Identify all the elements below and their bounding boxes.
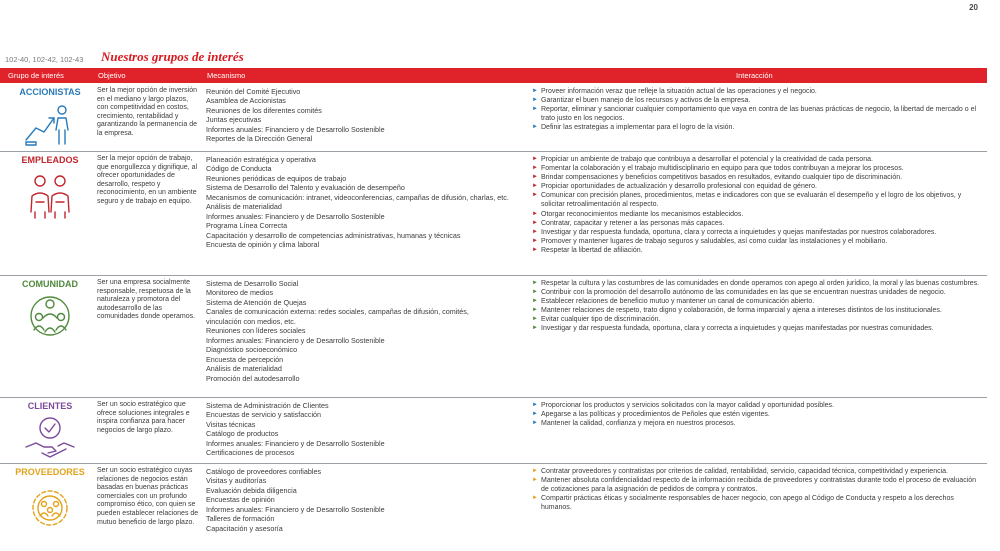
group-name: ACCIONISTAS [19,87,81,97]
arrow-bullet-icon: ► [532,192,538,199]
mechanism-item: Mecanismos de comunicación: intranet, videoconferencias, campañas de difusión, charlas, etc. [206,192,509,202]
mechanism-item: Encuesta de opinión y clima laboral [206,240,320,250]
interaction-item: ► Contratar proveedores y contratistas por criterios de calidad, rentabilidad, servicio, capacidad técnica, competitividad y experiencia. [532,468,948,475]
mechanism-item: Análisis de materialidad [206,202,282,212]
mechanism-item: Capacitación y desarrollo de competencias administrativas, humanas y técnicas [206,230,461,240]
mechanism-item: Reuniones con líderes sociales [206,326,306,336]
arrow-bullet-icon: ► [532,280,538,286]
arrow-bullet-icon: ► [532,495,538,502]
mechanism-item: Informes anuales: Financiero y de Desarrollo Sostenible [206,335,385,345]
mechanism-item: Sistema de Desarrollo del Talento y evaluación de desempeño [206,183,405,193]
interaction-item: ► Mantener relaciones de respeto, trato digno y colaboración, de forma imparcial y ajena a intereses distintos de los institucionales. [532,307,942,315]
mechanism-item: Programa Línea Correcta [206,221,288,231]
section-title: Nuestros grupos de interés [101,49,244,64]
mechanism-item: Análisis de materialidad [206,364,282,374]
interaction-item: ► Garantizar el buen manejo de los recursos y activos de la empresa. [532,97,751,105]
mechanism-item: Diagnóstico socioeconómico [206,345,298,355]
group-name: PROVEEDORES [15,467,85,477]
interaction-list [532,401,982,428]
mechanism-item: Informes anuales: Financiero y de Desarrollo Sostenible [206,211,385,221]
objective-text: Ser un socio estratégico que ofrece soluciones integrales e inspira confianza para hacer negocios de largo plazo. [97,401,190,434]
group-row-empleados [0,152,987,276]
arrow-bullet-icon: ► [532,237,538,244]
mechanism-item: Reuniones de los diferentes comités [206,105,322,115]
interaction-item: ► Mantener absoluta confidencialidad respecto de la información recibida de proveedores y contratistas durante todo el proceso de evaluación de cotizaciones para la asignación de pedidos de compra y contratos. [532,477,977,494]
arrow-bullet-icon: ► [532,402,538,408]
arrow-bullet-icon: ► [532,289,538,296]
interaction-item: ► Compartir prácticas éticas y socialmente responsables de hacer negocio, con apego al Código de Conducta y respeto a los derechos humanos. [532,495,954,512]
arrow-bullet-icon: ► [532,183,538,190]
mechanism-item: Sistema de Atención de Quejas [206,297,307,307]
interaction-item: ► Investigar y dar respuesta fundada, oportuna, clara y correcta a inquietudes y quejas manifestadas por nuestros colaboradores. [532,228,937,236]
interaction-item: ► Apegarse a las políticas y procedimientos de Peñoles que estén vigentes. [532,411,770,419]
employees-icon [22,172,78,220]
objective-text: Ser una empresa socialmente responsable, respetuosa de la naturaleza y promotora del autodesarrollo de las comunidades donde operamos. [97,279,196,321]
arrow-bullet-icon: ► [532,106,538,113]
shareholder-growth-icon [22,100,78,148]
arrow-bullet-icon: ► [532,468,538,474]
mechanism-item: Código de Conducta [206,164,272,174]
interaction-item: ► Comunicar con precisión planes, procedimientos, metas e indicadores con que se evaluarán el desempeño y el logro de los objetivos, y solicitar retroalimentación al respecto. [532,192,962,209]
interaction-item: ► Evitar cualquier tipo de discriminación. [532,316,661,324]
interaction-item: ► Otorgar reconocimientos mediante los mecanismos establecidos. [532,210,744,218]
objective-text: Ser un socio estratégico cuyas relaciones de negocios están basadas en buenas prácticas comerciales con un profundo compromiso ético, con quien se pueden establecer relaciones de mutuo beneficio de largo plazo. [97,467,199,526]
header-group: Grupo de interés [8,71,64,80]
mechanism-item: Visitas técnicas [206,419,256,429]
mechanism-item: Encuestas de servicio y satisfacción [206,410,322,420]
interaction-item: ► Investigar y dar respuesta fundada, oportuna, clara y correcta a inquietudes y quejas manifestadas por nuestras comunidades. [532,325,934,333]
arrow-bullet-icon: ► [532,88,538,94]
arrow-bullet-icon: ► [532,165,538,172]
mechanism-item: Visitas y auditorías [206,476,267,486]
mechanism-list [206,87,530,144]
arrow-bullet-icon: ► [532,420,538,427]
group-name: CLIENTES [27,401,73,411]
mechanism-item: Informes anuales: Financiero y de Desarrollo Sostenible [206,438,385,448]
mechanism-item: Informes anuales: Financiero y de Desarrollo Sostenible [206,504,385,514]
community-icon [22,292,78,340]
mechanism-item: Reunión del Comité Ejecutivo [206,87,301,96]
mechanism-item: Juntas ejecutivas [206,115,262,125]
mechanism-item: Encuesta de percepción [206,354,284,364]
interaction-item: ► Promover y mantener lugares de trabajo seguros y saludables, así como cuidar las instalaciones y el mobiliario. [532,237,888,245]
arrow-bullet-icon: ► [532,477,538,484]
page-number: 20 [969,3,978,12]
mechanism-item: Evaluación debida diligencia [206,485,297,495]
gri-reference-codes: 102-40, 102-42, 102-43 [5,55,84,64]
mechanism-item: Catálogo de productos [206,429,279,439]
arrow-bullet-icon: ► [532,97,538,104]
mechanism-item: Informes anuales: Financiero y de Desarrollo Sostenible [206,124,385,134]
clients-handshake-icon [22,413,78,461]
arrow-bullet-icon: ► [532,156,538,162]
arrow-bullet-icon: ► [532,174,538,181]
arrow-bullet-icon: ► [532,246,538,253]
interaction-item: ► Propiciar un ambiente de trabajo que contribuya a desarrollar el potencial y la creatividad de cada persona. [532,156,873,163]
mechanism-list [206,279,530,383]
group-row-proveedores [0,464,987,551]
mechanism-list [206,401,530,458]
group-row-accionistas [0,84,987,152]
interaction-item: ► Proporcionar los productos y servicios solicitados con la mayor calidad y oportunidad posibles. [532,402,834,409]
header-mechanism: Mecanismo [207,71,246,80]
mechanism-item: Sistema de Administración de Clientes [206,401,329,410]
mechanism-item: vinculación con medios, etc. [206,316,296,326]
mechanism-item: Encuestas de opinión [206,495,275,505]
mechanism-item: Capacitación y asesoría [206,523,283,533]
mechanism-item: Catálogo de proveedores confiables [206,467,322,476]
interaction-item: ► Respetar la cultura y las costumbres de las comunidades en donde operamos con apego al orden jurídico, la moral y las buenas costumbres. [532,280,980,287]
group-row-comunidad [0,276,987,398]
interaction-item: ► Contratar, capacitar y retener a las personas más capaces. [532,219,725,227]
mechanism-item: Monitoreo de medios [206,288,274,298]
group-name: COMUNIDAD [22,279,78,289]
interaction-list [532,87,982,132]
mechanism-item: Planeación estratégica y operativa [206,155,316,164]
group-name: EMPLEADOS [21,155,79,165]
mechanism-item: Sistema de Desarrollo Social [206,279,299,288]
mechanism-item: Reuniones periódicas de equipos de trabajo [206,173,347,183]
interaction-item: ► Propiciar oportunidades de actualización y desarrollo profesional con equidad de género. [532,183,817,191]
arrow-bullet-icon: ► [532,411,538,418]
interaction-item: ► Brindar compensaciones y beneficios competitivos basados en resultados, evitando cualquier tipo de discriminación. [532,174,903,182]
objective-text: Ser la mejor opción de inversión en el mediano y largo plazos, con competitividad en costos, crecimiento, rentabilidad y garantizando la permanencia de la empresa. [97,87,198,138]
interaction-item: ► Definir las estrategias a implementar para el logro de la visión. [532,124,735,132]
interaction-list [532,467,982,512]
arrow-bullet-icon: ► [532,298,538,305]
group-row-clientes [0,398,987,464]
interaction-list [532,279,982,334]
arrow-bullet-icon: ► [532,307,538,314]
mechanism-item: Reportes de la Dirección General [206,134,313,144]
arrow-bullet-icon: ► [532,210,538,217]
mechanism-item: Asamblea de Accionistas [206,96,286,106]
mechanism-item: Promoción del autodesarrollo [206,373,300,383]
arrow-bullet-icon: ► [532,228,538,235]
suppliers-gear-icon [22,484,78,532]
arrow-bullet-icon: ► [532,219,538,226]
interaction-item: ► Proveer información veraz que refleje la situación actual de las operaciones y el negocio. [532,88,817,95]
interaction-item: ► Reportar, eliminar y sancionar cualquier comportamiento que vaya en contra de las buenas prácticas de negocio, la libertad de mercado o el trato justo en los negocios. [532,106,977,123]
arrow-bullet-icon: ► [532,325,538,332]
mechanism-item: Canales de comunicación externa: redes sociales, campañas de difusión, comités, [206,307,469,317]
objective-text: Ser la mejor opción de trabajo, que enorgullezca y dignifique, al ofrecer oportunidades de desarrollo, respeto y reconocimiento, en un ambiente seguro y de trabajo en equipo. [97,155,198,206]
header-objective: Objetivo [98,71,126,80]
mechanism-list [206,155,530,250]
mechanism-item: Certificaciones de procesos [206,448,295,458]
table-header [0,68,987,83]
mechanism-list [206,467,530,533]
interaction-list [532,155,982,255]
mechanism-item: Talleres de formación [206,514,275,524]
header-interaction: Interacción [736,71,773,80]
interaction-item: ► Contribuir con la promoción del desarrollo autónomo de las comunidades en las que se encuentran nuestras unidades de negocio. [532,289,946,297]
interaction-item: ► Mantener la calidad, confianza y mejora en nuestros procesos. [532,420,736,428]
arrow-bullet-icon: ► [532,316,538,323]
arrow-bullet-icon: ► [532,124,538,131]
interaction-item: ► Establecer relaciones de beneficio mutuo y mantener un canal de comunicación abierto. [532,298,815,306]
interaction-item: ► Respetar la libertad de afiliación. [532,246,643,254]
interaction-item: ► Fomentar la colaboración y el trabajo multidisciplinario en equipo para que todos contribuyan a mejorar los procesos. [532,165,904,173]
